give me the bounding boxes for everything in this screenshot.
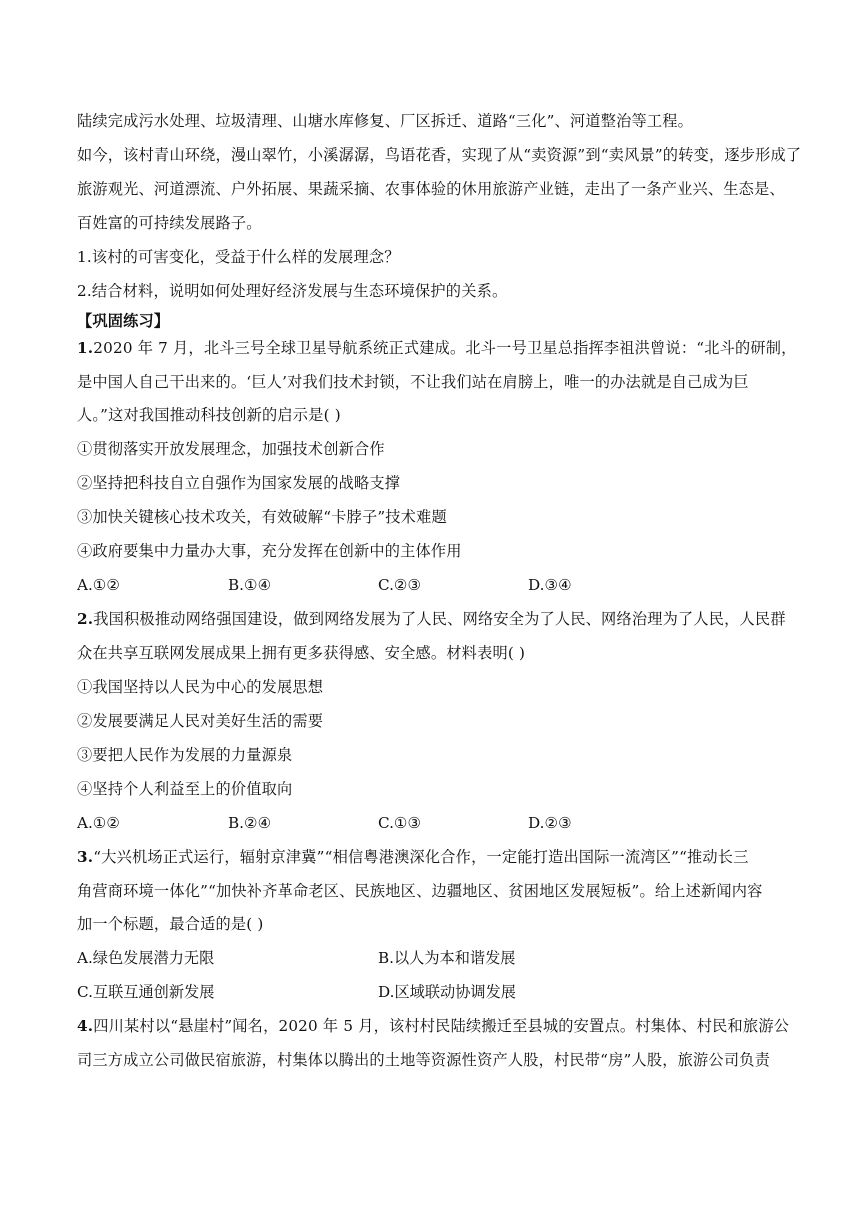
- option-b: B.②④: [228, 814, 272, 832]
- statement-item: ②坚持把科技自立自强作为国家发展的战略支撑: [77, 474, 401, 492]
- question-4-line: [77, 1016, 789, 1036]
- question-text: 我国积极推动网络强国建设，做到网络发展为了人民、网络安全为了人民、网络治理为了人民，人民群: [93, 610, 786, 628]
- question-text: 四川某村以“悬崖村”闻名，2020 年 5 月，该村村民陆续搬迁至县城的安置点。村集体、村民和旅游公: [93, 1017, 790, 1035]
- statement-item: ④坚持个人利益至上的价值取向: [77, 780, 293, 798]
- section-title: 【巩固练习】: [77, 312, 170, 330]
- statement-item: ③要把人民作为发展的力量源泉: [77, 746, 293, 764]
- option-c: C.②③: [378, 576, 422, 594]
- question-3-line: 加一个标题，最合适的是( ): [77, 915, 264, 933]
- question-number: 2.: [77, 610, 94, 628]
- option-a: A.①②: [77, 814, 121, 832]
- statement-item: ①贯彻落实开放发展理念，加强技术创新合作: [77, 440, 385, 458]
- option-b: B.以人为本和谐发展: [378, 949, 516, 967]
- intro-line: 陆续完成污水处理、垃圾清理、山塘水库修复、厂区拆迁、道路“三化”、河道整治等工程。: [77, 112, 694, 130]
- intro-question: 2.结合材料，说明如何处理好经济发展与生态环境保护的关系。: [77, 282, 508, 300]
- statement-item: ④政府要集中力量办大事，充分发挥在创新中的主体作用: [77, 542, 462, 560]
- intro-line: 如今，该村青山环绕，漫山翠竹，小溪潺潺，鸟语花香，实现了从“卖资源”到“卖风景”的转变，逐步形成了: [77, 146, 802, 164]
- statement-item: ①我国坚持以人民为中心的发展思想: [77, 678, 324, 696]
- option-d: D.②③: [528, 814, 572, 832]
- intro-line: 旅游观光、河道漂流、户外拓展、果蔬采摘、农事体验的休用旅游产业链，走出了一条产业兴、生态是、: [77, 180, 785, 198]
- question-2-line: [77, 609, 786, 629]
- option-a: A.绿色发展潜力无限: [77, 949, 215, 967]
- intro-line: 百姓富的可持续发展路子。: [77, 214, 262, 232]
- option-d: D.区域联动协调发展: [378, 983, 516, 1001]
- question-1-line: 人。”这对我国推动科技创新的启示是( ): [77, 406, 341, 424]
- question-number: 4.: [77, 1017, 94, 1035]
- question-text: “大兴机场正式运行，辐射京津冀”“相信粤港澳深化合作，一定能打造出国际一流湾区”“推动长三: [93, 848, 749, 866]
- question-text: 2020 年 7 月，北斗三号全球卫星导航系统正式建成。北斗一号卫星总指挥李祖洪曾说：“北斗的研制，: [93, 339, 797, 357]
- question-number: 3.: [77, 848, 94, 866]
- question-4-line: 司三方成立公司做民宿旅游，村集体以腾出的土地等资源性资产人股，村民带“房”人股，旅游公司负责: [77, 1051, 770, 1069]
- question-3-line: 角营商环境一体化”“加快补齐革命老区、民族地区、边疆地区、贫困地区发展短板”。给上述新闻内容: [77, 882, 763, 900]
- question-number: 1.: [77, 339, 94, 357]
- option-c: C.①③: [378, 814, 422, 832]
- statement-item: ②发展要满足人民对美好生活的需要: [77, 712, 324, 730]
- option-a: A.①②: [77, 576, 121, 594]
- statement-item: ③加快关键核心技术攻关，有效破解“卡脖子”技术难题: [77, 508, 447, 526]
- question-3-line: [77, 847, 749, 867]
- option-b: B.①④: [228, 576, 272, 594]
- question-1-line: 是中国人自己干出来的。‘巨人’对我们技术封锁，不让我们站在肩膀上，唯一的办法就是自己成为巨: [77, 373, 749, 391]
- option-c: C.互联互通创新发展: [77, 983, 215, 1001]
- question-1-line: [77, 338, 797, 358]
- question-2-line: 众在共享互联网发展成果上拥有更多获得感、安全感。材料表明( ): [77, 644, 526, 662]
- option-d: D.③④: [528, 576, 572, 594]
- intro-question: 1.该村的可害变化，受益于什么样的发展理念？: [77, 248, 400, 266]
